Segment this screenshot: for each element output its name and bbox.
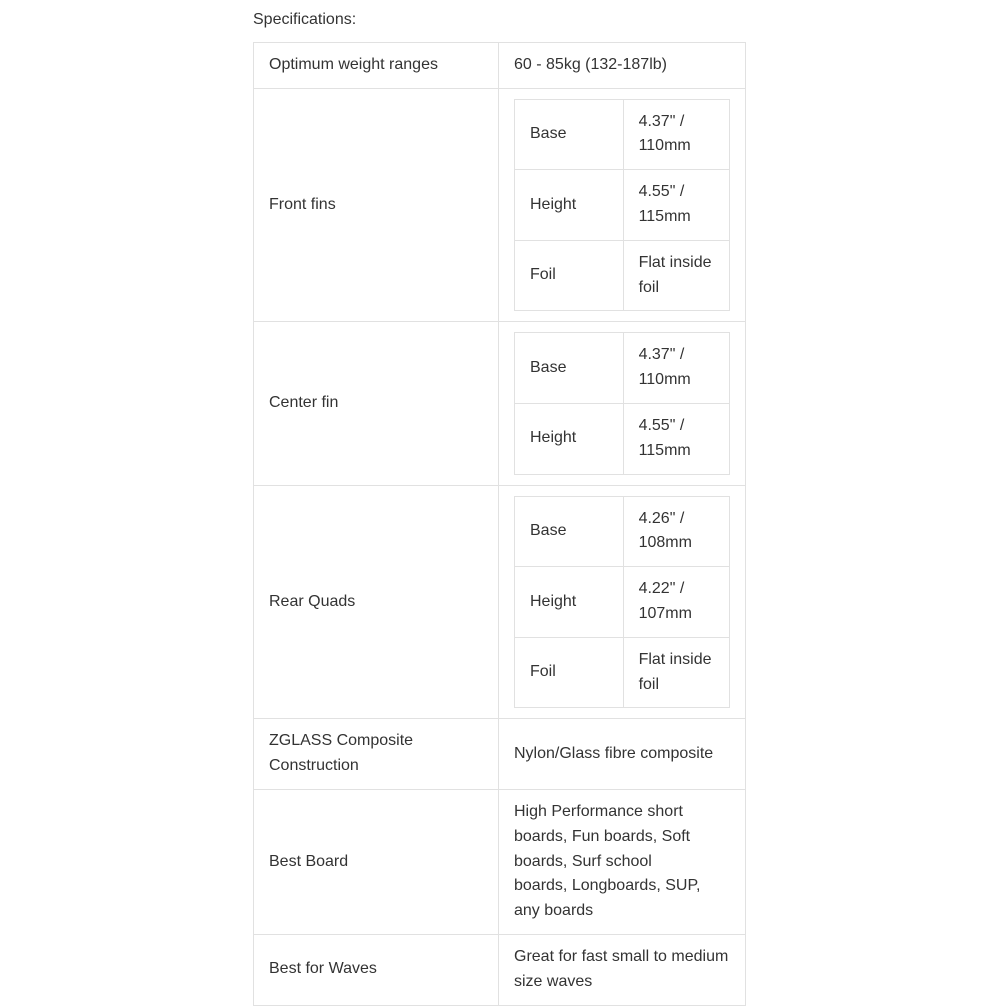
spec-value: Great for fast small to medium size waves: [499, 934, 746, 1005]
front-fins-dimensions-table: [514, 99, 730, 312]
nested-spec-row: [515, 567, 730, 638]
nested-spec-value: Flat inside foil: [623, 240, 729, 311]
nested-spec-row: [515, 99, 730, 170]
nested-spec-value: 4.22" / 107mm: [623, 567, 729, 638]
nested-spec-row: [515, 496, 730, 567]
nested-spec-value: 4.55" / 115mm: [623, 403, 729, 474]
nested-spec-value: 4.26" / 108mm: [623, 496, 729, 567]
nested-spec-value: 4.55" / 115mm: [623, 170, 729, 241]
spec-row-construction: [254, 719, 746, 790]
nested-spec-row: [515, 333, 730, 404]
specifications-table: [253, 42, 746, 1006]
spec-row-optimum-weight: [254, 42, 746, 88]
nested-spec-row: [515, 240, 730, 311]
spec-label: Best for Waves: [254, 934, 499, 1005]
nested-spec-name: Base: [515, 333, 624, 404]
center-fin-dimensions-table: [514, 332, 730, 474]
nested-spec-row: [515, 637, 730, 708]
nested-spec-name: Height: [515, 567, 624, 638]
spec-value: High Performance short boards, Fun boards, Soft boards, Surf school boards, Longboards, SUP, any boards: [499, 789, 746, 934]
spec-value: [499, 88, 746, 322]
nested-spec-name: Foil: [515, 240, 624, 311]
spec-label: Front fins: [254, 88, 499, 322]
nested-spec-name: Foil: [515, 637, 624, 708]
nested-spec-name: Height: [515, 170, 624, 241]
rear-quads-dimensions-table: [514, 496, 730, 709]
spec-value: [499, 322, 746, 485]
spec-row-center-fin: [254, 322, 746, 485]
nested-spec-value: 4.37" / 110mm: [623, 333, 729, 404]
nested-spec-row: [515, 403, 730, 474]
spec-row-best-board: [254, 789, 746, 934]
nested-spec-name: Base: [515, 496, 624, 567]
spec-label: Best Board: [254, 789, 499, 934]
nested-spec-row: [515, 170, 730, 241]
spec-value: [499, 485, 746, 719]
spec-row-front-fins: [254, 88, 746, 322]
spec-value: 60 - 85kg (132-187lb): [499, 42, 746, 88]
spec-row-best-waves: [254, 934, 746, 1005]
spec-label: ZGLASS Composite Construction: [254, 719, 499, 790]
specifications-heading: Specifications:: [253, 11, 357, 28]
nested-spec-name: Height: [515, 403, 624, 474]
spec-label: Optimum weight ranges: [254, 42, 499, 88]
nested-spec-value: Flat inside foil: [623, 637, 729, 708]
spec-label: Rear Quads: [254, 485, 499, 719]
spec-value: Nylon/Glass fibre composite: [499, 719, 746, 790]
spec-label: Center fin: [254, 322, 499, 485]
nested-spec-value: 4.37" / 110mm: [623, 99, 729, 170]
nested-spec-name: Base: [515, 99, 624, 170]
spec-row-rear-quads: [254, 485, 746, 719]
